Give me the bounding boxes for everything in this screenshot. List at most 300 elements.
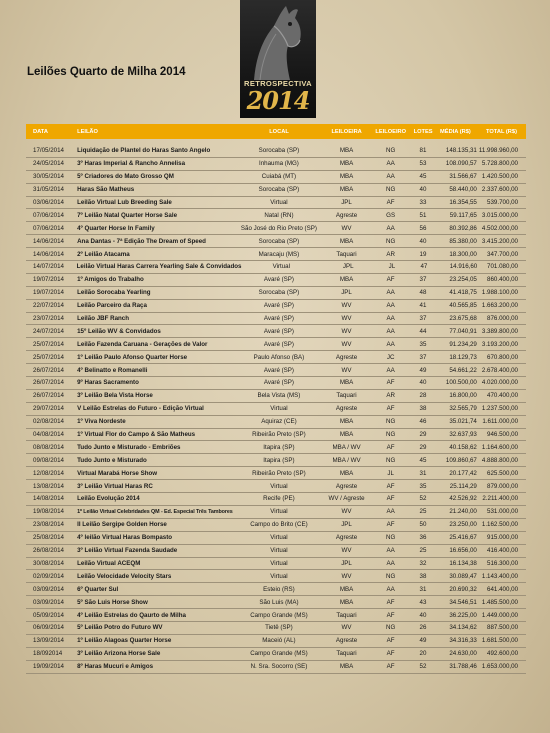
cell-data: 26/08/2014 — [33, 547, 64, 555]
cell-total: 492.600,00 — [487, 650, 519, 658]
cell-leiloeiro: AA — [386, 547, 395, 555]
cell-data: 14/06/2014 — [33, 250, 64, 258]
cell-leilao: 5º Leilão Potro do Futuro WV — [77, 624, 163, 632]
cell-lotes: 37 — [419, 276, 427, 284]
cell-leilao: Leilão JBF Ranch — [77, 315, 130, 323]
cell-data: 04/08/2014 — [33, 431, 64, 439]
table-row — [26, 558, 526, 571]
cell-media: 16.656,00 — [449, 547, 477, 555]
cell-total: 516.300,00 — [487, 559, 519, 567]
table-row — [26, 287, 526, 300]
table-header — [26, 124, 526, 139]
cell-lotes: 31 — [419, 469, 427, 477]
cell-leiloeira: MBA — [339, 160, 354, 168]
cell-lotes: 45 — [419, 173, 427, 181]
cell-lotes: 37 — [419, 353, 427, 361]
cell-leilao: 7º Leilão Natal Quarter Horse Sale — [77, 211, 178, 219]
cell-media: 36.225,00 — [449, 611, 477, 619]
cell-media: 16.134,38 — [449, 559, 477, 567]
cell-lotes: 35 — [419, 340, 427, 348]
cell-lotes: 44 — [419, 327, 427, 335]
table-row — [26, 545, 526, 558]
cell-local: Virtual — [270, 508, 288, 516]
cell-local: Virtual — [270, 405, 288, 413]
cell-local: Ribeirão Preto (SP) — [252, 469, 306, 477]
cell-leiloeira: MBA — [339, 186, 354, 194]
cell-lotes: 47 — [420, 263, 428, 271]
cell-data: 31/05/2014 — [33, 186, 64, 194]
cell-lotes: 53 — [419, 160, 427, 168]
cell-local: Maracaju (MS) — [258, 250, 300, 258]
cell-total: 1.485.500,00 — [481, 598, 519, 606]
cell-total: 1.653.000,00 — [481, 663, 519, 671]
cell-leilao: 6º Quarter Sul — [77, 585, 119, 593]
cell-leiloeiro: AF — [386, 443, 395, 451]
cell-total: 2.337.600,00 — [481, 186, 519, 194]
table-row — [26, 506, 526, 519]
cell-data: 09/08/2014 — [33, 456, 64, 464]
cell-total: 1.162.500,00 — [481, 521, 519, 529]
cell-leiloeira: WV — [341, 340, 352, 348]
cell-data: 26/07/2014 — [33, 379, 64, 387]
cell-local: Sorocaba (SP) — [258, 186, 300, 194]
cell-leiloeiro: AA — [386, 327, 395, 335]
cell-leilao: 4º Quarter Horse In Family — [77, 224, 155, 232]
cell-leiloeira: Taquari — [336, 250, 357, 258]
cell-leilao: 2º Leilão Atacama — [77, 250, 130, 258]
cell-leilao: Leilão Virtual Haras Carrera Yearling Sale & Convidados — [76, 263, 242, 271]
cell-local: Tietê (SP) — [265, 624, 293, 632]
cell-media: 85.380,00 — [449, 237, 477, 245]
cell-total: 1.988.100,00 — [481, 289, 519, 297]
cell-leiloeira: WV — [341, 224, 352, 232]
cell-leiloeira: MBA — [339, 598, 354, 606]
horse-head-icon — [240, 0, 316, 80]
cell-total: 3.193.200,00 — [481, 340, 519, 348]
cell-leilao: 1º Viva Nordeste — [77, 418, 126, 426]
cell-leiloeira: WV — [341, 315, 352, 323]
cell-leilao: 4º leilão Virtual Haras Bompasto — [77, 534, 173, 542]
cell-leiloeira: JPL — [342, 263, 354, 271]
cell-media: 40.158,62 — [449, 443, 477, 451]
cell-leilao: 15º Leilão WV & Convidados — [77, 327, 161, 335]
cell-leiloeiro: AA — [386, 289, 395, 297]
cell-data: 14/08/2014 — [33, 495, 64, 503]
cell-total: 539.700,00 — [487, 199, 519, 206]
cell-leiloeira: MBA — [339, 469, 354, 477]
cell-local: Avaré (SP) — [263, 327, 294, 335]
cell-lotes: 36 — [419, 534, 427, 542]
cell-leiloeiro: NG — [385, 534, 396, 542]
retrospectiva-logo — [240, 0, 316, 118]
cell-data: 24/07/2014 — [33, 327, 64, 335]
cell-total: 860.400,00 — [487, 276, 519, 284]
cell-local: Aquiraz (CE) — [261, 418, 297, 426]
cell-leiloeira: Taquari — [336, 392, 357, 400]
cell-lotes: 19 — [419, 250, 427, 258]
cell-data: 25/07/2014 — [33, 340, 64, 348]
cell-lotes: 29 — [419, 443, 427, 451]
cell-lotes: 50 — [419, 521, 427, 529]
cell-leiloeiro: AA — [386, 160, 395, 168]
cell-leiloeira: WV — [341, 547, 352, 555]
cell-leiloeiro: AF — [386, 276, 395, 284]
cell-lotes: 32 — [419, 559, 427, 567]
cell-leiloeiro: AF — [386, 482, 395, 490]
table-row — [26, 300, 526, 313]
cell-leilao: Tudo Junto e Misturado - Embriões — [77, 443, 181, 451]
cell-leilao: 5º São Luis Horse Show — [77, 598, 148, 606]
table-row — [26, 519, 526, 532]
cell-leilao: 8º Haras Mucuri e Amigos — [77, 663, 154, 671]
cell-data: 05/09/2014 — [33, 611, 64, 619]
cell-leiloeiro: GS — [386, 211, 396, 219]
cell-leiloeiro: AF — [386, 650, 395, 658]
cell-data: 06/09/2014 — [33, 624, 64, 632]
cell-lotes: 25 — [419, 547, 427, 555]
header-lotes: LOTES — [413, 128, 433, 135]
cell-lotes: 26 — [419, 624, 427, 632]
cell-local: Campo Grande (MS) — [250, 650, 308, 658]
table-row — [26, 222, 526, 235]
cell-leiloeira: JPL — [341, 289, 352, 297]
table-row — [26, 364, 526, 377]
cell-data: 25/08/2014 — [33, 534, 64, 542]
cell-data: 25/07/2014 — [33, 353, 64, 361]
cell-data: 23/07/2014 — [33, 315, 64, 323]
cell-media: 31.788,46 — [449, 663, 477, 671]
table-row — [26, 145, 526, 158]
table-row — [26, 209, 526, 222]
table-row — [26, 377, 526, 390]
cell-media: 16.800,00 — [449, 392, 477, 400]
cell-total: 1.681.500,00 — [481, 637, 519, 645]
cell-leiloeiro: NG — [385, 624, 396, 632]
cell-leilao: 4º Belinatto e Romanelli — [77, 366, 148, 374]
cell-media: 59.117,65 — [449, 211, 477, 219]
cell-local: Recife (PE) — [263, 495, 295, 503]
table-row — [26, 493, 526, 506]
cell-total: 5.728.800,00 — [481, 160, 519, 168]
cell-total: 4.502.000,00 — [481, 224, 519, 232]
table-row — [26, 454, 526, 467]
cell-media: 24.630,00 — [449, 650, 477, 658]
cell-leiloeiro: AF — [386, 663, 395, 671]
cell-local: Paulo Afonso (BA) — [253, 353, 305, 361]
cell-media: 40.565,85 — [449, 302, 477, 310]
cell-leiloeiro: AA — [386, 559, 395, 567]
cell-lotes: 35 — [419, 482, 427, 490]
cell-media: 20.690,32 — [449, 585, 477, 593]
table-row — [26, 429, 526, 442]
cell-total: 879.000,00 — [487, 482, 519, 490]
page-title: Leilões Quarto de Milha 2014 — [27, 66, 186, 78]
table-row — [26, 261, 526, 274]
cell-leilao: Ana Dantas - 7ª Edição The Dream of Speed — [77, 237, 206, 245]
cell-data: 13/09/2014 — [33, 637, 64, 645]
table-row — [26, 648, 526, 661]
cell-leilao: 3º Haras Imperial & Rancho Annelisa — [77, 160, 186, 168]
cell-leiloeiro: AA — [386, 366, 395, 374]
cell-leiloeira: WV — [341, 572, 352, 580]
cell-leiloeira: MBA — [339, 431, 354, 439]
cell-leiloeiro: JL — [388, 263, 396, 271]
cell-media: 35.021,74 — [449, 418, 477, 426]
cell-lotes: 40 — [419, 237, 427, 245]
cell-leilao: 5º Criadores do Mato Grosso QM — [77, 173, 174, 181]
cell-local: Virtual — [270, 199, 288, 206]
cell-data: 19/07/2014 — [33, 289, 64, 297]
cell-leilao: 1º Leilão Virtual Celebridades QM - Ed. Especial Três Tambores — [77, 508, 233, 515]
table-row — [26, 274, 526, 287]
cell-data: 13/08/2014 — [33, 482, 64, 490]
cell-leilao: Leilão Sorocaba Yearling — [77, 289, 151, 297]
cell-media: 18.300,00 — [449, 250, 477, 258]
header-leiloeira: LEILOEIRA — [331, 128, 362, 135]
cell-local: Avaré (SP) — [263, 315, 294, 323]
cell-data: 03/06/2014 — [33, 199, 64, 206]
cell-local: Inhauma (MG) — [258, 160, 299, 168]
cell-media: 16.354,55 — [449, 199, 477, 206]
cell-leiloeiro: JC — [386, 353, 395, 361]
cell-leiloeiro: AA — [386, 508, 395, 516]
cell-local: São Luis (MA) — [259, 598, 299, 606]
cell-local: Avaré (SP) — [263, 302, 294, 310]
cell-leiloeira: JPL — [341, 521, 352, 529]
table-row — [26, 416, 526, 429]
cell-total: 701.080,00 — [487, 263, 518, 271]
cell-total: 2.678.400,00 — [481, 366, 519, 374]
auctions-table — [26, 124, 526, 674]
cell-data: 30/08/2014 — [33, 559, 64, 567]
table-body — [26, 145, 526, 674]
cell-leiloeira: Agreste — [335, 211, 358, 219]
cell-leiloeiro: NG — [385, 456, 396, 464]
cell-local: N. Sra. Socorro (SE) — [250, 663, 308, 671]
cell-local: Bela Vista (MS) — [257, 392, 301, 400]
cell-local: Virtual — [270, 482, 288, 490]
cell-leilao: 1º Virtual Flor do Campo & São Matheus — [77, 431, 196, 439]
cell-total: 3.015.000,00 — [481, 211, 519, 219]
table-row — [26, 390, 526, 403]
cell-media: 41.418,75 — [449, 289, 477, 297]
cell-lotes: 29 — [419, 431, 427, 439]
cell-lotes: 52 — [419, 663, 427, 671]
table-row — [26, 248, 526, 261]
cell-leiloeiro: AF — [386, 521, 395, 529]
cell-data: 19/07/2014 — [33, 276, 64, 284]
cell-lotes: 38 — [419, 572, 427, 580]
cell-data: 12/08/2014 — [33, 469, 64, 477]
cell-media: 77.040,91 — [449, 327, 477, 335]
cell-local: São José do Rio Preto (SP) — [240, 224, 317, 232]
cell-lotes: 20 — [419, 650, 427, 658]
cell-media: 14.916,60 — [449, 263, 478, 271]
cell-total: 670.800,00 — [487, 353, 519, 361]
cell-media: 32.637,93 — [449, 431, 477, 439]
cell-total: 1.237.500,00 — [481, 405, 519, 413]
cell-leiloeira: Agreste — [335, 405, 358, 413]
cell-leiloeira: WV — [341, 327, 352, 335]
cell-total: 915.000,00 — [487, 534, 519, 542]
cell-leiloeiro: AA — [386, 315, 395, 323]
cell-media: 34.316,33 — [449, 637, 477, 645]
cell-data: 07/06/2014 — [33, 211, 64, 219]
table-row — [26, 583, 526, 596]
cell-media: 34.134,62 — [449, 624, 477, 632]
cell-data: 14/07/2014 — [33, 263, 64, 271]
table-row — [26, 313, 526, 326]
cell-media: 20.177,42 — [449, 469, 477, 477]
cell-local: Virtual — [270, 534, 288, 542]
header-data: DATA — [33, 128, 48, 135]
cell-leiloeira: MBA / WV — [332, 443, 361, 451]
cell-data: 30/05/2014 — [33, 173, 64, 181]
cell-leiloeira: JPL — [341, 199, 352, 206]
cell-leiloeiro: NG — [385, 431, 396, 439]
cell-leiloeira: MBA — [339, 663, 354, 671]
cell-leiloeira: WV — [341, 366, 352, 374]
cell-leiloeiro: AR — [386, 392, 395, 400]
cell-total: 641.400,00 — [487, 585, 519, 593]
table-row — [26, 235, 526, 248]
cell-total: 3.389.800,00 — [481, 327, 519, 335]
cell-media: 80.392,86 — [449, 224, 477, 232]
cell-local: Avaré (SP) — [263, 276, 294, 284]
cell-local: Natal (RN) — [264, 211, 294, 219]
cell-total: 876.000,00 — [487, 315, 519, 323]
cell-leilao: Leilão Virtual Lub Breeding Sale — [77, 199, 172, 206]
cell-lotes: 37 — [419, 315, 427, 323]
cell-leilao: 1º Leilão Paulo Afonso Quarter Horse — [77, 353, 188, 361]
table-row — [26, 532, 526, 545]
cell-local: Avaré (SP) — [263, 366, 294, 374]
cell-lotes: 56 — [419, 224, 427, 232]
cell-data: 02/09/2014 — [33, 572, 64, 580]
cell-local: Ribeirão Preto (SP) — [252, 431, 306, 439]
cell-total: 3.415.200,00 — [481, 237, 519, 245]
cell-media: 23.254,05 — [449, 276, 477, 284]
cell-leiloeiro: AF — [386, 495, 395, 503]
cell-local: Avaré (SP) — [263, 340, 294, 348]
cell-total: 416.400,00 — [487, 547, 519, 555]
cell-leiloeiro: NG — [385, 186, 396, 194]
cell-media: 25.114,29 — [449, 482, 477, 490]
cell-leiloeira: MBA — [339, 418, 354, 426]
cell-leiloeiro: AF — [386, 598, 395, 606]
cell-local: Maceió (AL) — [262, 637, 296, 645]
cell-data: 22/07/2014 — [33, 302, 64, 310]
table-row — [26, 338, 526, 351]
cell-data: 14/06/2014 — [33, 237, 64, 245]
cell-lotes: 45 — [419, 456, 427, 464]
cell-local: Esteio (RS) — [263, 585, 295, 593]
cell-local: Campo Grande (MS) — [250, 611, 308, 619]
cell-local: Virtual — [270, 559, 288, 567]
cell-lotes: 46 — [419, 418, 427, 426]
cell-local: Sorocaba (SP) — [258, 289, 300, 297]
cell-lotes: 52 — [419, 495, 427, 503]
cell-total: 625.500,00 — [487, 469, 519, 477]
cell-lotes: 25 — [419, 508, 427, 516]
cell-leiloeiro: NG — [385, 418, 396, 426]
table-row — [26, 171, 526, 184]
cell-local: Virtual — [270, 572, 288, 580]
cell-data: 03/09/2014 — [33, 598, 64, 606]
cell-leiloeira: MBA — [339, 173, 354, 181]
cell-leilao: II Leilão Sergipe Golden Horse — [77, 521, 167, 529]
cell-total: 4.888.800,00 — [481, 456, 519, 464]
cell-media: 25.416,67 — [449, 534, 477, 542]
cell-local: Itapira (SP) — [263, 456, 295, 464]
cell-local: Sorocaba (SP) — [258, 147, 300, 155]
cell-lotes: 40 — [419, 186, 427, 194]
cell-data: 18/092014 — [33, 650, 63, 658]
cell-media: 91.234,29 — [449, 340, 477, 348]
cell-total: 1.164.600,00 — [481, 443, 519, 451]
cell-leiloeira: MBA — [339, 237, 354, 245]
cell-lotes: 28 — [419, 392, 427, 400]
cell-data: 02/08/2014 — [33, 418, 64, 426]
cell-leiloeiro: AR — [386, 250, 395, 258]
cell-leiloeiro: AA — [386, 340, 395, 348]
cell-leilao: Tudo Junto e Misturado — [77, 456, 147, 464]
cell-local: Sorocaba (SP) — [258, 237, 300, 245]
cell-leiloeiro: NG — [385, 237, 396, 245]
cell-leiloeiro: NG — [385, 572, 396, 580]
cell-total: 4.020.000,00 — [481, 379, 519, 387]
table-row — [26, 158, 526, 171]
table-row — [26, 596, 526, 609]
cell-media: 108.090,57 — [445, 160, 477, 168]
cell-lotes: 43 — [419, 598, 427, 606]
cell-leiloeira: Agreste — [335, 637, 358, 645]
cell-data: 07/06/2014 — [33, 224, 64, 232]
table-row — [26, 622, 526, 635]
cell-leilao: V Leilão Estrelas do Futuro - Edição Virtual — [77, 405, 204, 413]
cell-lotes: 41 — [419, 302, 427, 310]
cell-leilao: Leilão Velocidade Velocity Stars — [77, 572, 172, 580]
cell-leiloeira: Agreste — [335, 534, 358, 542]
cell-total: 11.998.960,00 — [478, 147, 519, 155]
cell-media: 31.566,67 — [449, 173, 477, 181]
cell-lotes: 38 — [419, 405, 427, 413]
cell-leilao: 3º Leilão Bela Vista Horse — [77, 392, 153, 400]
cell-leiloeira: MBA — [339, 147, 354, 155]
cell-local: Virtual — [270, 547, 288, 555]
cell-local: Cuiabá (MT) — [261, 173, 297, 181]
cell-leilao: Leilão Virtual ACEQM — [77, 559, 141, 567]
cell-leiloeira: MBA — [339, 276, 354, 284]
cell-leilao: 1º Amigos do Trabalho — [77, 276, 144, 284]
cell-leiloeira: Taquari — [336, 611, 357, 619]
cell-data: 19/09/2014 — [33, 663, 64, 671]
cell-leiloeiro: AA — [386, 173, 395, 181]
cell-leiloeiro: AF — [386, 637, 395, 645]
cell-leiloeira: WV / Agreste — [328, 495, 365, 503]
cell-total: 887.500,00 — [487, 624, 519, 632]
cell-leiloeira: MBA — [339, 379, 354, 387]
cell-data: 26/07/2014 — [33, 366, 64, 374]
cell-total: 470.400,00 — [487, 392, 519, 400]
header-local: LOCAL — [269, 128, 289, 135]
cell-data: 19/08/2014 — [33, 508, 64, 516]
cell-leiloeira: Agreste — [335, 482, 358, 490]
cell-total: 1.420.500,00 — [481, 173, 519, 181]
cell-leiloeira: WV — [341, 624, 352, 632]
cell-local: Avaré (SP) — [263, 379, 294, 387]
cell-media: 21.240,00 — [449, 508, 477, 516]
